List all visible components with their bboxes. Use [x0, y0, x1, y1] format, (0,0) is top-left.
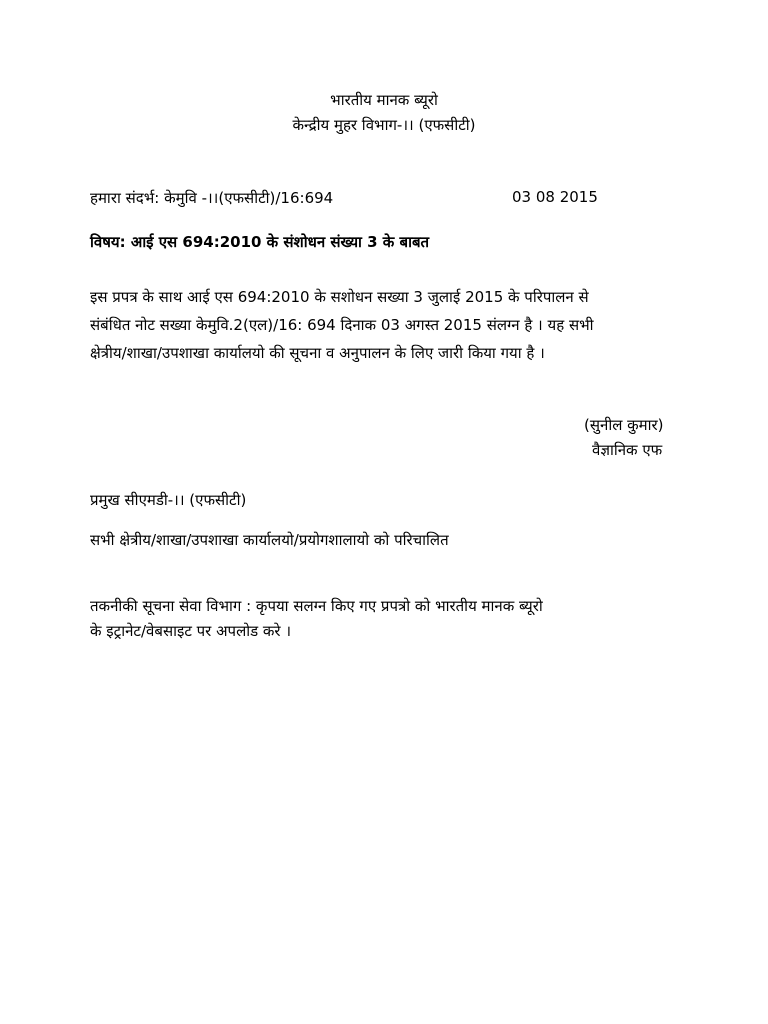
- document-date: 03 08 2015: [512, 188, 598, 206]
- body-line: इस प्रपत्र के साथ आई एस 694:2010 के सशोधन सख्या 3 जुलाई 2015 के परिपालन से: [90, 288, 589, 306]
- circulation-note: सभी क्षेत्रीय/शाखा/उपशाखा कार्यालयो/प्रयोगशालायो को परिचालित: [90, 531, 449, 549]
- tech-info-note-line: के इट्रानेट/वेबसाइट पर अपलोड करे ।: [90, 622, 292, 640]
- recipient-head: प्रमुख सीएमडी-।। (एफसीटी): [90, 491, 247, 509]
- body-paragraph: [90, 283, 680, 367]
- organization-name: भारतीय मानक ब्यूरो: [330, 91, 438, 109]
- body-line: क्षेत्रीय/शाखा/उपशाखा कार्यालयो की सूचना व अनुपालन के लिए जारी किया गया है ।: [90, 344, 545, 362]
- subject-line: विषय: आई एस 694:2010 के संशोधन संख्या 3 के बाबत: [90, 233, 430, 251]
- tech-info-note-line: तकनीकी सूचना सेवा विभाग : कृपया सलग्न किए गए प्रपत्रो को भारतीय मानक ब्यूरो: [90, 597, 543, 615]
- signatory-designation: वैज्ञानिक एफ: [592, 441, 663, 459]
- body-line: संबंधित नोट सख्या केमुवि.2(एल)/16: 694 दिनाक 03 अगस्त 2015 संलग्न है । यह सभी: [90, 316, 594, 334]
- department-name: केन्द्रीय मुहर विभाग-।। (एफसीटी): [292, 116, 476, 134]
- signatory-name: (सुनील कुमार): [584, 416, 664, 434]
- reference-number: हमारा संदर्भ: केमुवि -।।(एफसीटी)/16:694: [90, 189, 334, 207]
